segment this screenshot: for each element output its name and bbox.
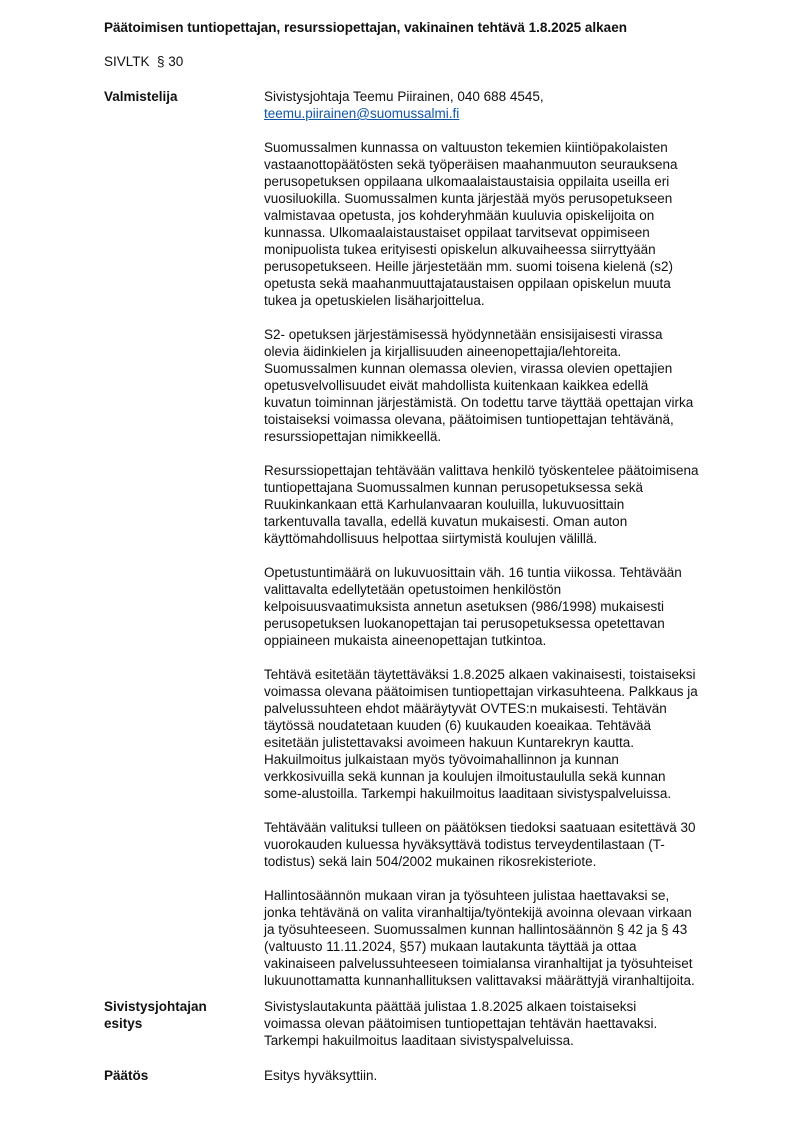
preparer-section: [264, 88, 764, 989]
preparer-email-link[interactable]: teemu.piirainen@suomussalmi.fi: [264, 106, 460, 121]
preparer-label: Valmistelija: [104, 89, 178, 104]
body-paragraph: Opetustuntimäärä on lukuvuosittain väh. 16 tuntia viikossa. Tehtävään valittavalta edellytetään opetustoimen henkilöstön kelpoisuusvaatimuksista annetun asetuksen (986/1998) mukaisesti perusopetuksen luokanopettajan tai perusopetuksessa opetettavan oppiaineen mukaista aineenopettajan tutkintoa.: [264, 565, 682, 648]
preparer-body: [264, 139, 764, 989]
body-paragraph: Resurssiopettajan tehtävään valittava henkilö työskentelee päätoimisena tuntiopettajana Suomussalmen kunnan perusopetuksessa sekä Ruukinkankaan että Karhulanvaaran kouluilla, lukuvuosittain tarkentuvalla tavalla, edellä kuvatun mukaisesti. Oman auton käyttömahdollisuus helpottaa siirtymistä koulujen välillä.: [264, 463, 699, 546]
body-paragraph: Suomussalmen kunnassa on valtuuston tekemien kiintiöpakolaisten vastaanottopäätösten sekä työperäisen maahanmuuton seurauksena perusopetuksen oppilaana ulkomaalaistaustaisia oppilaita useilla eri vuosiluokilla. Suomussalmen kunta järjestää myös perusopetukseen valmistavaa opetusta, jos kohderyhmään kuuluvia opiskelijoita on kunnassa. Ulkomaalaistaustaiset oppilaat tarvitsevat oppimiseen monipuolista tukea erityisesti opiskelun alkuvaiheessa siirryttyään perusopetukseen. Heille järjestetään mm. suomi toisena kielenä (s2) opetusta sekä maahanmuuttajataustaisen oppilaan opiskelun muuta tukea ja opetuskielen lisäharjoittelua.: [264, 140, 678, 308]
body-paragraph: Hallintosäännön mukaan viran ja työsuhteen julistaa haettavaksi se, jonka tehtävänä on valita viranhaltija/työntekijä avoinna olevaan virkaan ja työsuhteeseen. Suomussalmen kunnan hallintosäännön § 42 ja § 43 (valtuusto 11.11.2024, §57) mukaan lautakunta täyttää ja ottaa vakinaiseen palvelussuhteeseen toimialansa viranhaltijat ja työsuhteiset lukuunottamatta kunnanhallituksen valittavaksi määrättyjä viranhaltijoita.: [264, 888, 695, 988]
decision-label: Päätös: [104, 1068, 149, 1083]
section-reference: SIVLTK § 30: [104, 54, 184, 69]
body-paragraph: Tehtävään valituksi tulleen on päätöksen tiedoksi saatuaan esitettävä 30 vuorokauden kuluessa hyväksyttävä todistus terveydentilastaan (T- todistus) sekä lain 504/2002 mukainen rikosrekisteriote.: [264, 820, 696, 869]
body-paragraph: S2- opetuksen järjestämisessä hyödynnetään ensisijaisesti virassa olevia äidinkielen ja kirjallisuuden aineenopettajia/lehtoreita. Suomussalmen kunnan olemassa olevien, virassa olevien opettajien opetusvelvollisuudet eivät mahdollista kuitenkaan kaikkea edellä kuvatun toiminnan järjestämistä. On todettu tarve täyttää opettajan virka toistaiseksi voimassa olevana, päätoimisen tuntiopettajan tehtävänä, resurssiopettajan nimikkeellä.: [264, 327, 694, 444]
proposal-label: Sivistysjohtajan esitys: [104, 999, 207, 1031]
body-paragraph: Tehtävä esitetään täytettäväksi 1.8.2025 alkaen vakinaisesti, toistaiseksi voimassa olevana päätoimisen tuntiopettajan virkasuhteena. Palkkaus ja palvelussuhteen ehdot määräytyvät OVTES:n mukaisesti. Tehtävän täytössä noudatetaan kuuden (6) kuukauden koeaikaa. Tehtävää esitetään julistettavaksi avoimeen hakuun Kuntarekryn kautta. Hakuilmoitus julkaistaan myös työvoimahallinnon ja kunnan verkkosivuilla sekä kunnan ja koulujen ilmoitustaululla sekä kunnan some-alustoilla. Tarkempi hakuilmoitus laaditaan sivistyspalveluissa.: [264, 667, 698, 801]
preparer-contact: Sivistysjohtaja Teemu Piirainen, 040 688 4545,: [264, 89, 544, 104]
decision-text: Esitys hyväksyttiin.: [264, 1068, 378, 1083]
document-title: Päätoimisen tuntiopettajan, resurssiopettajan, vakinainen tehtävä 1.8.2025 alkaen: [104, 20, 627, 35]
proposal-text: Sivistyslautakunta päättää julistaa 1.8.2025 alkaen toistaiseksi voimassa olevan päätoimisen tuntiopettajan tehtävän haettavaksi. Tarkempi hakuilmoitus laaditaan sivistyspalveluissa.: [264, 999, 658, 1048]
